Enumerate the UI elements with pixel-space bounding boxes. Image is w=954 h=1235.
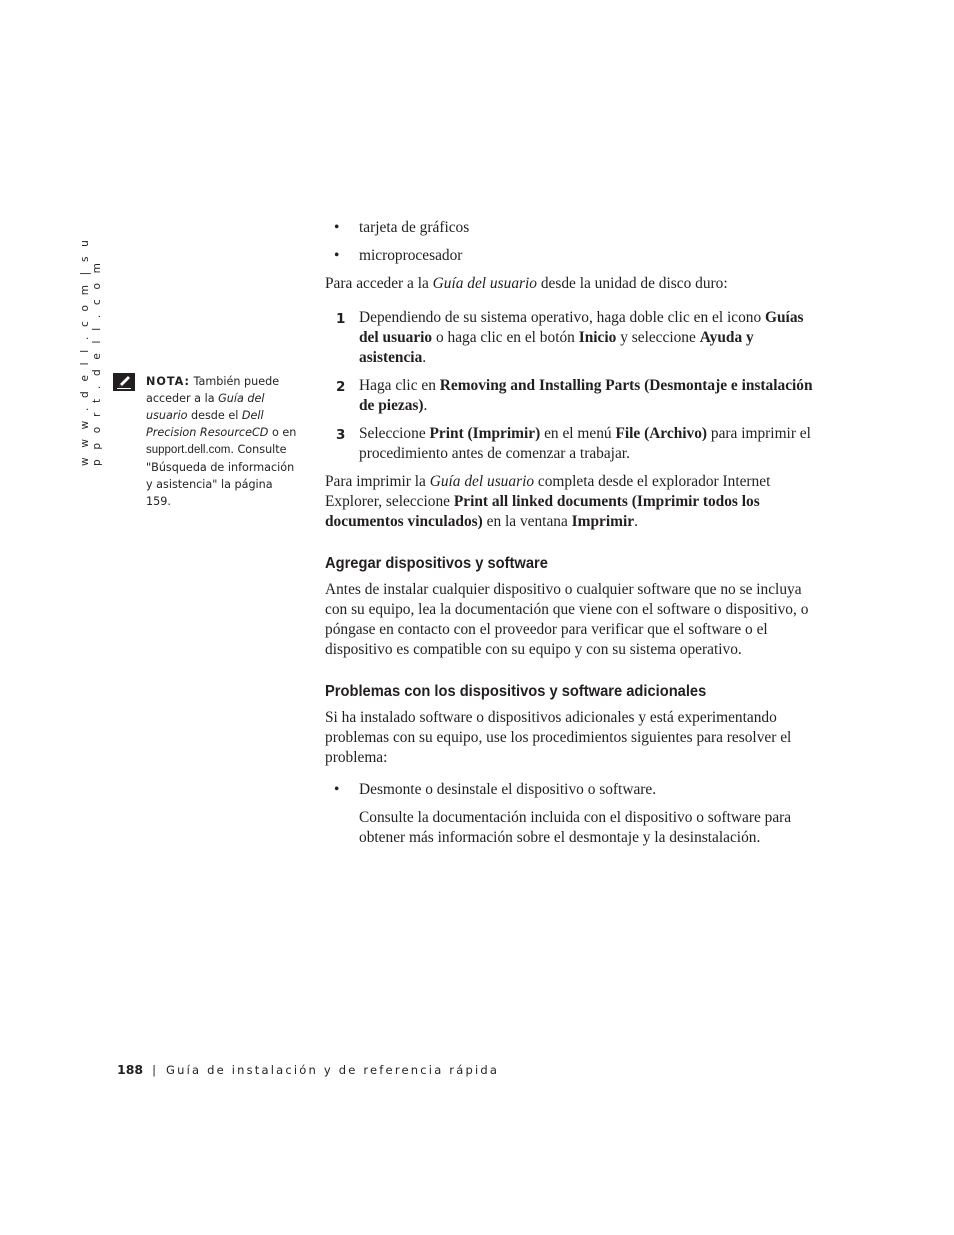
note-support-link[interactable]: support.dell.com bbox=[146, 444, 231, 456]
section-body-device-problems: Si ha instalado software o dispositivos adicionales y está experimentando problemas con su equipo, use los procedimientos siguientes para resolver el problema: bbox=[325, 709, 792, 766]
section-body-add-devices: Antes de instalar cualquier dispositivo o cualquier software que no se incluya con su equipo, lea la documentación que viene con el software o dispositivo, o póngase en contacto con el proveedor para verificar que el software o el dispositivo es compatible con su equipo y con su sistema operativo. bbox=[325, 581, 809, 658]
list-item-text: microprocesador bbox=[359, 247, 463, 264]
step-2: 2 Haga clic en Removing and Installing Parts (Desmontaje e instalación de piezas). bbox=[336, 377, 813, 414]
note-cd-title: Dell Precision ResourceCD bbox=[146, 409, 269, 439]
intro-paragraph: Para acceder a la Guía del usuario desde la unidad de disco duro: bbox=[325, 275, 728, 292]
step-number: 1 bbox=[336, 311, 346, 327]
note-text-part: desde el bbox=[187, 409, 242, 422]
step-3: 3 Seleccione Print (Imprimir) en el menú File (Archivo) para imprimir el procedimiento antes de comenzar a trabajar. bbox=[336, 425, 811, 462]
footer-separator: | bbox=[152, 1063, 156, 1077]
note-box bbox=[113, 373, 298, 510]
list-item bbox=[325, 780, 817, 800]
list-item-text: tarjeta de gráficos bbox=[359, 219, 470, 236]
step-1: 1 Dependiendo de su sistema operativo, haga doble clic en el icono Guías del usuario o haga clic en el botón Inicio y seleccione Ayuda y asistencia. bbox=[336, 309, 804, 366]
note-pencil-icon bbox=[113, 373, 135, 391]
section-heading-add-devices: Agregar dispositivos y software bbox=[325, 555, 548, 572]
footer-title: Guía de instalación y de referencia rápida bbox=[165, 1063, 500, 1077]
list-item bbox=[325, 218, 817, 238]
note-label: NOTA: bbox=[146, 375, 190, 388]
page-footer bbox=[117, 1062, 499, 1077]
print-paragraph: Para imprimir la Guía del usuario completa desde el explorador Internet Explorer, seleccione Print all linked documents (Imprimir todos los documentos vinculados) en la ventana Imprimir. bbox=[325, 473, 771, 530]
bullet-icon: • bbox=[334, 247, 340, 264]
list-item-text: Desmonte o desinstale el dispositivo o software. bbox=[359, 781, 657, 798]
list-item bbox=[325, 246, 817, 266]
main-content bbox=[325, 218, 817, 848]
step-number: 2 bbox=[336, 379, 346, 395]
note-text-part: o en bbox=[268, 426, 297, 439]
bullet-icon: • bbox=[334, 781, 340, 798]
bullet-icon: • bbox=[334, 219, 340, 236]
note-text bbox=[146, 373, 298, 510]
page-number: 188 bbox=[117, 1062, 144, 1077]
sidebar-url: w w w . d e l l . c o m | s u p p o r t . d e l l . c o m bbox=[79, 236, 103, 466]
note-guide-title: Guía del usuario bbox=[146, 392, 265, 422]
section-heading-device-problems: Problemas con los dispositivos y software adicionales bbox=[325, 683, 707, 700]
step-number: 3 bbox=[336, 427, 346, 443]
note-text-part: También puede acceder a la bbox=[146, 375, 280, 405]
bullet-note: Consulte la documentación incluida con el dispositivo o software para obtener más información sobre el desmontaje y la desinstalación. bbox=[359, 809, 792, 846]
note-text-part: . Consulte "Búsqueda de información y asistencia" la página 159. bbox=[146, 443, 295, 508]
